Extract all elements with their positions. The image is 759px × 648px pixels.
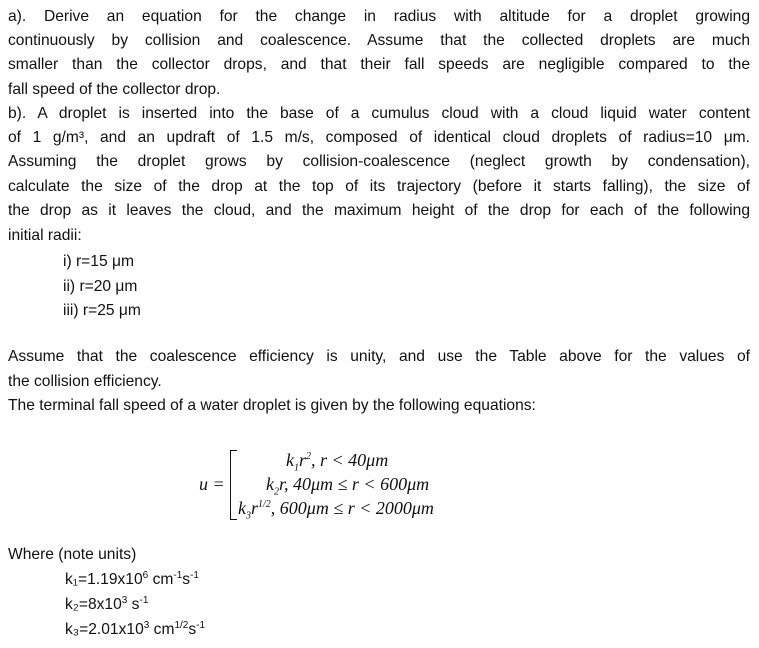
k1-unit-exp: -1 [173, 569, 183, 581]
text-line: a). Derive an equation for the change in radius with altitude for a droplet growing [8, 8, 750, 25]
k3-unit2: s [188, 621, 197, 638]
equation-lhs: u = [199, 474, 225, 494]
k3-value: k₃=2.01x10 [65, 621, 144, 638]
k2-exp: 3 [121, 594, 128, 606]
equation-case: $k_2r$, 40μm ≤ r < 600μm [266, 474, 430, 498]
constant-k2 [65, 595, 148, 615]
text-line: The terminal fall speed of a water droplet is given by the following equations: [8, 397, 536, 414]
k1-exp: 6 [142, 569, 149, 581]
k1-unit: cm [148, 571, 174, 588]
bracket [230, 450, 237, 520]
text-line: continuously by collision and coalescence. Assume that the collected droplets are much [8, 32, 750, 49]
k3-unit-exp: 1/2 [174, 619, 189, 631]
radius-item: iii) r=25 μm [63, 302, 141, 319]
equation-case: $k_3r^{1/2}$, 600μm ≤ r < 2000μm [238, 498, 434, 522]
text-line: smaller than the collector drops, and that their fall speeds are negligible compared to the [8, 56, 750, 73]
text-line: of 1 g/m³, and an updraft of 1.5 m/s, composed of identical cloud droplets of radius=10 μm. [8, 129, 750, 146]
text-line: the drop as it leaves the cloud, and the maximum height of the drop for each of the following [8, 202, 750, 219]
k3-exp: 3 [143, 619, 150, 631]
k1-unit2-exp: -1 [190, 569, 199, 581]
k2-unit: s [127, 596, 140, 613]
text-line: calculate the size of the drop at the top of its trajectory (before it starts falling), the size of [8, 178, 750, 195]
k1-unit2: s [182, 571, 191, 588]
radius-item: ii) r=20 μm [63, 278, 138, 295]
text-line: Assuming the droplet grows by collision-coalescence (neglect growth by condensation), [8, 153, 750, 170]
text-line: fall speed of the collector drop. [8, 81, 221, 98]
constant-k3 [65, 620, 205, 640]
text-line: b). A droplet is inserted into the base of a cumulus cloud with a cloud liquid water content [8, 105, 750, 122]
constants-heading: Where (note units) [8, 546, 137, 563]
k3-unit2-exp: -1 [196, 619, 206, 631]
k1-value: k₁=1.19x10 [65, 571, 143, 588]
k2-unit-exp: -1 [139, 594, 149, 606]
text-line: Assume that the coalescence efficiency is unity, and use the Table above for the values of [8, 348, 750, 365]
equation-case: $k_1r^2$, r < 40μm [286, 450, 389, 474]
text-line: the collision efficiency. [8, 373, 162, 390]
k2-value: k₂=8x10 [65, 596, 122, 613]
k3-unit: cm [149, 621, 175, 638]
constant-k1 [65, 570, 199, 590]
text-line: initial radii: [8, 227, 82, 244]
radius-item: i) r=15 μm [63, 253, 134, 270]
